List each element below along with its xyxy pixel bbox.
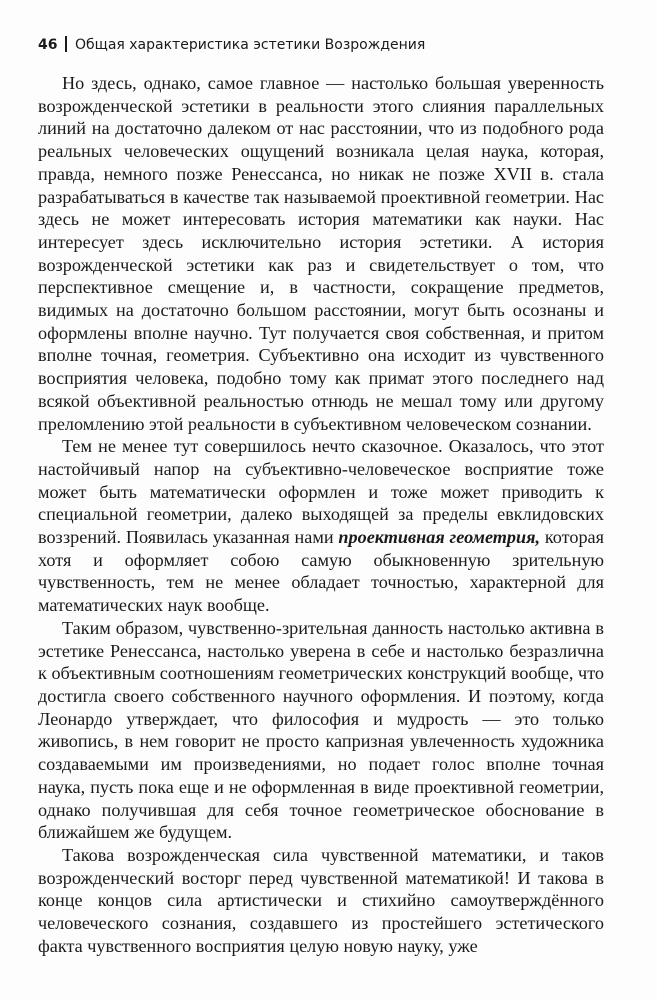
paragraph-1: Но здесь, однако, самое главное — настолько большая уверенность возрожденческой эстетики в реальности этого слияния параллельных линий на достаточно далеком от нас расстоянии, что из подобного рода реальных человеческих ощущений возникала целая наука, которая, правда, немного позже Ренессанса, но никак не позже XVII в. стала разрабатываться в качестве так называемой проективной геометрии. Нас здесь не может интересовать история математики как науки. Нас интересует здесь исключительно история эстетики. А история возрожденческой эстетики как раз и свидетельствует о том, что перспективное смещение и, в частности, сокращение предметов, видимых на достаточно большом расстоянии, могут быть осознаны и оформлены вполне научно. Тут получается своя собственная, и притом вполне точная, геометрия. Субъективно она исходит из чувственного восприятия человека, подобно тому как примат этого последнего над всякой объективной реальностью отнюдь не мешал тому или другому преломлению этой реальности в субъективном человеческом сознании.	[38, 73, 604, 434]
paragraph-2-text-after: которая хотя и оформляет собою самую обыкновенную зрительную чувственность, тем не менее обладает точностью, характерной для математических наук вообще.	[38, 527, 604, 616]
running-header	[38, 36, 598, 54]
chapter-title: Общая характеристика эстетики Возрождения	[74, 37, 426, 53]
paragraph-3: Таким образом, чувственно-зрительная данность настолько активна в эстетике Ренессанса, настолько уверена в себе и настолько безразлична к объективным соотношениям геометрических конструкций вообще, что достигла своего собственного научного оформления. И поэтому, когда Леонардо утверждает, что философия и мудрость — это только живопись, в нем говорит не просто капризная увлеченность художника создаваемыми им произведениями, но подает голос вполне точная наука, пусть пока еще и не оформленная в виде проективной геометрии, однако получившая для себя точное геометрическое обоснование в ближайшем же будущем.	[38, 617, 604, 843]
header-separator	[65, 36, 67, 52]
paragraph-2-emphasis: проективная геометрия,	[338, 527, 541, 548]
paragraph-2	[38, 435, 604, 617]
paragraph-4: Такова возрожденческая сила чувственной математики, и таков возрожденческий восторг перед чувственной математикой! И такова в конце концов сила артистически и стихийно самоутверждённого человеческого сознания, создавшего из простейшего эстетического факта чувственного восприятия целую новую науку, уже	[38, 844, 604, 956]
page-number: 46	[38, 37, 58, 53]
body-text	[38, 72, 604, 957]
paragraph-2-text-before: Тем не менее тут совершилось нечто сказочное. Оказалось, что этот настойчивый напор на субъективно-человеческое восприятие тоже может быть математически оформлен и тоже может приводить к специальной геометрии, далеко выходящей за пределы евклидовских воззрений. Появилась указанная нами	[38, 436, 604, 548]
